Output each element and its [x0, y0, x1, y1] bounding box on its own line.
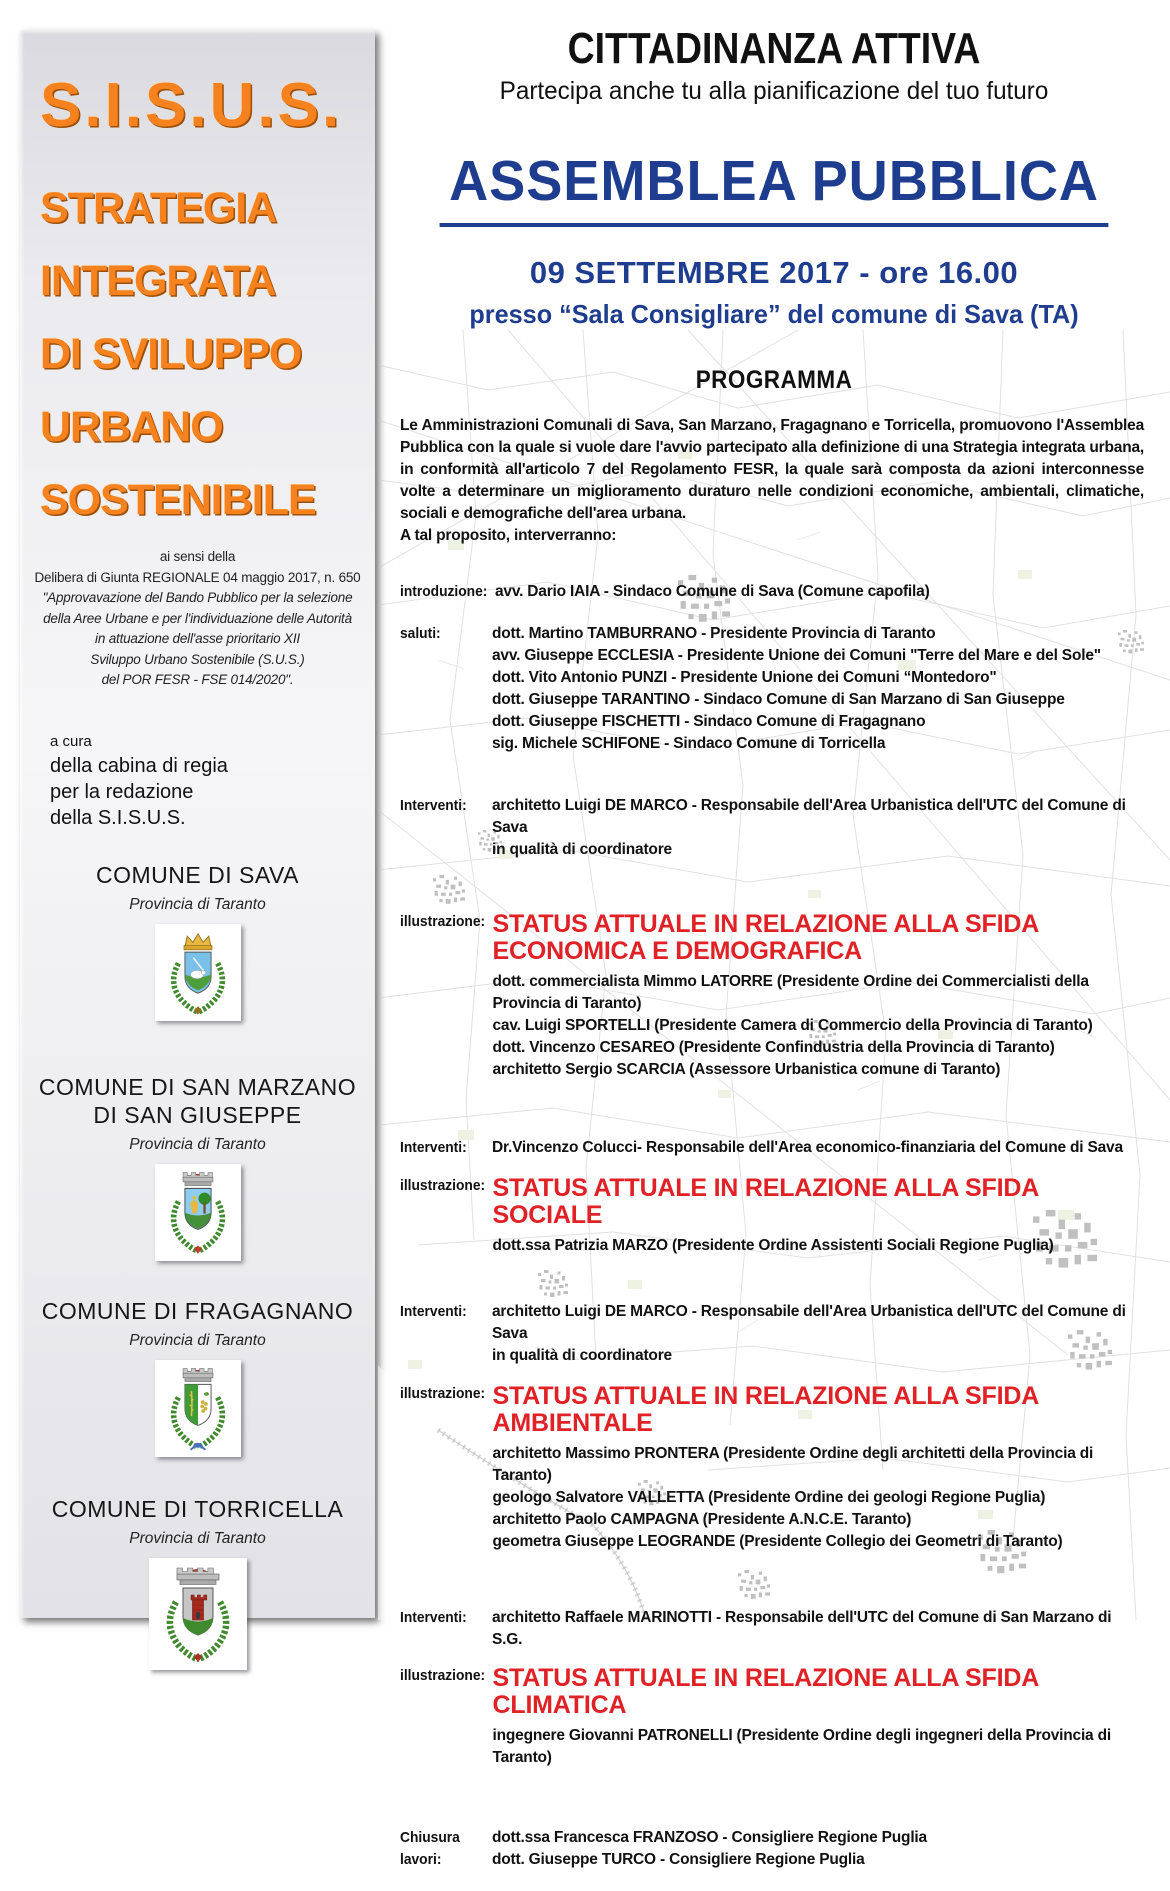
- sisus-acronym: S.I.S.U.S.: [40, 71, 343, 140]
- legal-reference: [20, 547, 375, 691]
- curator-line: per la redazione: [50, 780, 194, 803]
- program-row-label: introduzione:: [400, 583, 488, 600]
- event-tagline: Partecipa anche tu alla pianificazione del tuo futuro: [499, 77, 1049, 105]
- municipality-province: Provincia di Taranto: [129, 1530, 266, 1548]
- strategy-line: INTEGRATA: [40, 257, 276, 305]
- program-row-body: [492, 1301, 1144, 1367]
- program-row-label: Interventi:: [400, 1609, 467, 1626]
- municipality-name: [20, 1073, 375, 1129]
- torricella-crest: [149, 1558, 247, 1670]
- program-row: [378, 1665, 1170, 1769]
- program-row-label: illustrazione:: [400, 913, 486, 930]
- program-row-line: dott.ssa Francesca FRANZOSO - Consigliere Regione Puglia: [492, 1829, 927, 1846]
- main-content: [378, 0, 1170, 1868]
- program-row-body: [493, 1665, 1144, 1769]
- municipality-name-line: COMUNE DI SAVA: [96, 861, 299, 888]
- strategy-line: URBANO: [40, 403, 223, 451]
- sisus-sidebar: [20, 30, 375, 1618]
- legal-quote-line: del POR FESR - FSE 014/2020".: [101, 672, 294, 687]
- legal-quote: [20, 588, 375, 691]
- curator-note: [50, 731, 375, 831]
- program-row-label: Interventi:: [400, 797, 467, 814]
- sanmarzano-crest: [155, 1164, 241, 1261]
- program-row-line: dott. Martino TAMBURRANO - Presidente Provincia di Taranto: [492, 625, 936, 642]
- program-row-body: [492, 1607, 1144, 1651]
- program-row-line: avv. Giuseppe ECCLESIA - Presidente Unione dei Comuni "Terre del Mare e del Sole": [492, 647, 1101, 664]
- program-row: [378, 581, 1170, 603]
- program-row-line: dott. Giuseppe TURCO - Consigliere Regione Puglia: [492, 1851, 865, 1868]
- program-row-line: architetto Luigi DE MARCO - Responsabile dell'Area Urbanistica dell'UTC del Comune di Sava: [492, 1303, 1126, 1342]
- program-row-line: dott. Vincenzo CESAREO (Presidente Confindustria della Provincia di Taranto): [492, 1039, 1055, 1056]
- strategy-line: STRATEGIA: [40, 184, 277, 232]
- program-row: [378, 911, 1170, 1081]
- municipality-block: [20, 1297, 375, 1457]
- municipality-province: Provincia di Taranto: [129, 895, 266, 913]
- program-row: [378, 1383, 1170, 1553]
- municipality-province: Provincia di Taranto: [129, 1135, 266, 1153]
- fragagnano-crest: [155, 1360, 241, 1457]
- municipality-name-line: COMUNE DI FRAGAGNANO: [41, 1298, 354, 1325]
- program-row: [378, 1175, 1170, 1257]
- municipality-name: [20, 1297, 375, 1325]
- program-row-body: [493, 1175, 1144, 1257]
- program-row-line: in qualità di coordinatore: [492, 841, 672, 858]
- fragagnano-crest-icon: [156, 1362, 240, 1455]
- event-date: 09 SETTEMBRE 2017 - ore 16.00: [529, 255, 1019, 290]
- legal-quote-line: in attuazione dell'asse prioritario XII: [95, 631, 300, 646]
- san-marzano-crest-icon: [156, 1166, 240, 1259]
- legal-act: Delibera di Giunta REGIONALE 04 maggio 2017, n. 650: [34, 569, 361, 585]
- program-row-line: dott. Giuseppe TARANTINO - Sindaco Comune di San Marzano di San Giuseppe: [492, 691, 1065, 708]
- curator-line: a cura: [50, 732, 92, 750]
- program-row-body: [492, 1137, 1144, 1159]
- program-row-line: dott.ssa Patrizia MARZO (Presidente Ordine Assistenti Sociali Regione Puglia): [492, 1237, 1054, 1254]
- legal-quote-line: "Approvavazione del Bando Pubblico per la selezione: [42, 590, 353, 605]
- program-row-label: Interventi:: [400, 1139, 467, 1156]
- municipality-block: [20, 1495, 375, 1670]
- municipality-block: [20, 1073, 375, 1261]
- program-row-body: [492, 795, 1144, 861]
- program-row-label: illustrazione:: [400, 1385, 486, 1402]
- program-row-body: [493, 911, 1144, 1081]
- program-row-heading: STATUS ATTUALE IN RELAZIONE ALLA SFIDA SOCIALE: [492, 1174, 1039, 1229]
- program-row-body: [492, 1827, 1144, 1871]
- program-row: [378, 1607, 1170, 1651]
- strategy-line: DI SVILUPPO: [40, 330, 302, 378]
- program-row-body: [495, 581, 1144, 603]
- program-row-line: dott. Vito Antonio PUNZI - Presidente Unione dei Comuni “Montedoro": [492, 669, 997, 686]
- program-row: [378, 1827, 1170, 1871]
- program-row-line: architetto Massimo PRONTERA (Presidente Ordine degli architetti della Provincia di Taranto): [492, 1445, 1094, 1484]
- municipality-name-line: COMUNE DI TORRICELLA: [51, 1496, 344, 1523]
- program-row: [378, 1301, 1170, 1367]
- program-row: [378, 795, 1170, 861]
- program-row-heading: STATUS ATTUALE IN RELAZIONE ALLA SFIDA CLIMATICA: [492, 1664, 1039, 1719]
- municipality-name: [20, 861, 375, 889]
- program-heading: PROGRAMMA: [695, 366, 853, 394]
- program-row-label: saluti:: [400, 625, 441, 642]
- sava-crest-icon: [156, 926, 240, 1019]
- municipality-name-line: COMUNE DI SAN MARZANO: [38, 1073, 357, 1100]
- program-row-line: sig. Michele SCHIFONE - Sindaco Comune di Torricella: [492, 735, 886, 752]
- program-row-heading: STATUS ATTUALE IN RELAZIONE ALLA SFIDA AMBIENTALE: [492, 1382, 1039, 1437]
- event-kicker: CITTADINANZA ATTIVA: [567, 24, 981, 73]
- legal-quote-line: Sviluppo Urbano Sostenibile (S.U.S.): [90, 651, 305, 667]
- strategy-line: SOSTENIBILE: [40, 476, 316, 524]
- program-row-body: [492, 623, 1144, 755]
- program-intro: Le Amministrazioni Comunali di Sava, San Marzano, Fragagnano e Torricella, promuovono l'Assemblea Pubblica con la quale si vuole dare l'avvio partecipato alla definizione di una Strategia integrata urbana, in conformità all'articolo 7 del Regolamento FESR, la quale sarà composta da azioni interconnesse volte a determinare un miglioramento duraturo nelle condizioni economiche, ambientali, climatiche, sociali e demografiche dell'area urbana.: [400, 417, 1144, 522]
- program-row-line: architetto Luigi DE MARCO - Responsabile dell'Area Urbanistica dell'UTC del Comune di Sava: [492, 797, 1126, 836]
- program-row: [378, 1137, 1170, 1159]
- program-row-line: architetto Sergio SCARCIA (Assessore Urbanistica comune di Taranto): [492, 1061, 1001, 1078]
- municipality-list: [20, 861, 375, 1671]
- torricella-crest-icon: [150, 1560, 246, 1668]
- program-row-line: dott. commercialista Mimmo LATORRE (Presidente Ordine dei Commercialisti della Provincia di Taranto): [492, 973, 1089, 1012]
- program-row-label: illustrazione:: [400, 1177, 486, 1194]
- curator-line: della S.I.S.U.S.: [50, 806, 186, 829]
- program-row-line: in qualità di coordinatore: [492, 1347, 672, 1364]
- legal-quote-line: della Aree Urbane e per l'individuazione delle Autorità: [43, 610, 352, 626]
- program-callout: A tal proposito, interverranno:: [400, 527, 617, 544]
- program-row-line: architetto Paolo CAMPAGNA (Presidente A.N.C.E. Taranto): [492, 1511, 912, 1528]
- program-row-line: Dr.Vincenzo Colucci- Responsabile dell'Area economico-finanziaria del Comune di Sava: [492, 1139, 1123, 1156]
- event-title: ASSEMBLEA PUBBLICA: [440, 148, 1109, 227]
- curator-line: della cabina di regia: [50, 754, 228, 777]
- program-row-line: ingegnere Giovanni PATRONELLI (Presidente Ordine degli ingegneri della Provincia di Taranto): [492, 1727, 1111, 1766]
- program-row-line: geometra Giuseppe LEOGRANDE (Presidente Collegio dei Geometri di Taranto): [492, 1533, 1063, 1550]
- program-row-line: geologo Salvatore VALLETTA (Presidente Ordine dei geologi Regione Puglia): [492, 1489, 1046, 1506]
- program-row-line: architetto Raffaele MARINOTTI - Responsabile dell'UTC del Comune di San Marzano di S.G.: [492, 1609, 1112, 1648]
- program-row-line: dott. Giuseppe FISCHETTI - Sindaco Comune di Fragagnano: [492, 713, 926, 730]
- municipality-province: Provincia di Taranto: [129, 1332, 266, 1350]
- program-row-body: [493, 1383, 1144, 1553]
- program-row-heading: STATUS ATTUALE IN RELAZIONE ALLA SFIDA ECONOMICA E DEMOGRAFICA: [492, 910, 1039, 965]
- program-row: [378, 623, 1170, 755]
- program-row-label: illustrazione:: [400, 1667, 486, 1684]
- municipality-block: [20, 861, 375, 1021]
- program-row-line: cav. Luigi SPORTELLI (Presidente Camera di Commercio della Provincia di Taranto): [492, 1017, 1093, 1034]
- program-row-label: Chiusura lavori:: [400, 1829, 460, 1868]
- event-venue: presso “Sala Consigliare” del comune di Sava (TA): [469, 299, 1079, 329]
- program-rows: [378, 581, 1170, 1891]
- sava-crest: [155, 924, 241, 1021]
- strategy-title: [40, 172, 375, 537]
- program-row-line: avv. Dario IAIA - Sindaco Comune di Sava (Comune capofila): [494, 583, 930, 600]
- municipality-name-line: DI SAN GIUSEPPE: [93, 1101, 302, 1128]
- municipality-name: [20, 1495, 375, 1523]
- legal-intro: ai sensi della: [159, 549, 236, 564]
- program-row-label: Interventi:: [400, 1303, 467, 1320]
